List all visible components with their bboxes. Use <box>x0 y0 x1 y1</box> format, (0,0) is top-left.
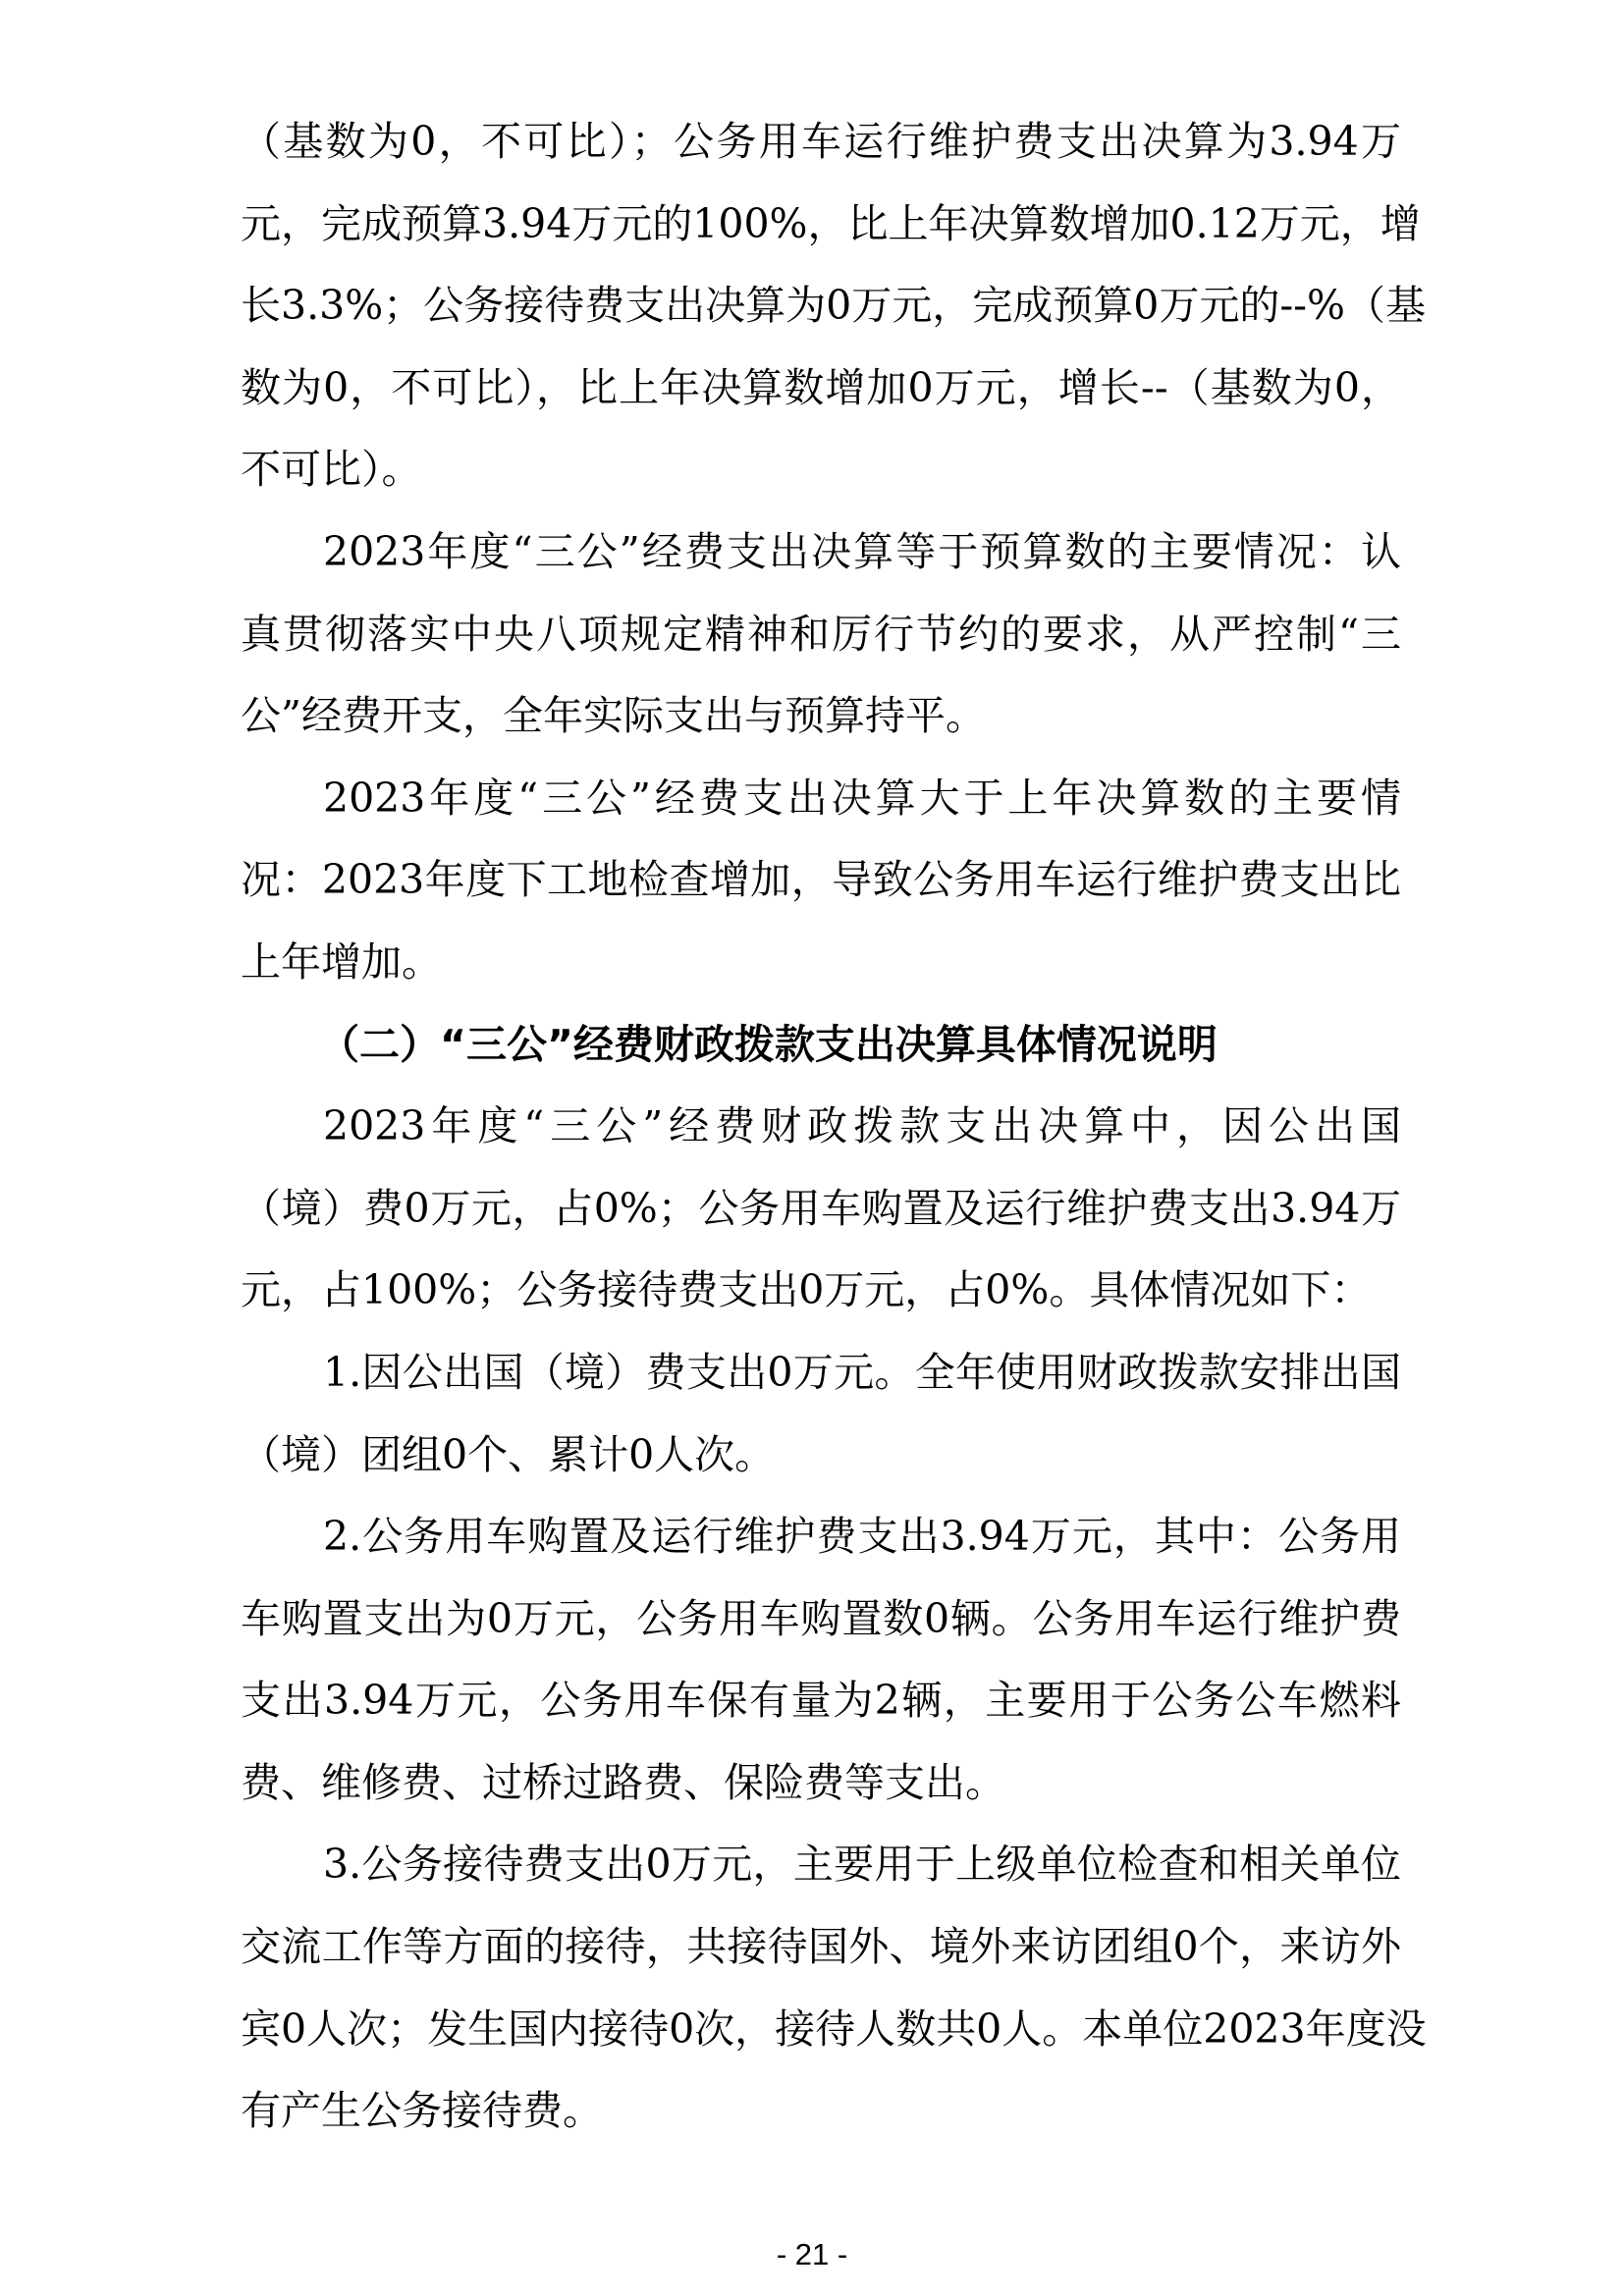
list-item-line: （境）团组0个、累计0人次。 <box>241 1430 776 1478</box>
paragraph-line: 长3.3%；公务接待费支出决算为0万元，完成预算0万元的--%（基 <box>241 282 1426 330</box>
paragraph-line: 2023年度“三公”经费支出决算等于预算数的主要情况：认 <box>323 527 1401 575</box>
paragraph-line: 上年增加。 <box>241 937 442 986</box>
paragraph-line: 况：2023年度下工地检查增加，导致公务用车运行维护费支出比 <box>241 856 1401 904</box>
paragraph-line: （境）费0万元，占0%；公务用车购置及运行维护费支出3.94万 <box>241 1184 1401 1232</box>
paragraph-line: 元，占100%；公务接待费支出0万元，占0%。具体情况如下： <box>241 1266 1372 1314</box>
page-number: - 21 - <box>776 2237 848 2271</box>
paragraph-line: 2023年度“三公”经费财政拨款支出决算中，因公出国 <box>323 1102 1401 1150</box>
section-heading: （二）“三公”经费财政拨款支出决算具体情况说明 <box>319 1020 1218 1068</box>
paragraph-line: 数为0，不可比），比上年决算数增加0万元，增长--（基数为0， <box>241 363 1401 411</box>
paragraph-line: 真贯彻落实中央八项规定精神和厉行节约的要求，从严控制“三 <box>241 610 1401 658</box>
list-item-line: 车购置支出为0万元，公务用车购置数0辆。公务用车运行维护费 <box>241 1594 1401 1642</box>
document-body <box>241 101 1427 2153</box>
list-item-line: 费、维修费、过桥过路费、保险费等支出。 <box>241 1758 1005 1806</box>
list-item-line: 2.公务用车购置及运行维护费支出3.94万元，其中：公务用 <box>323 1513 1401 1561</box>
list-item-line: 有产生公务接待费。 <box>241 2087 603 2135</box>
paragraph-line: 不可比）。 <box>241 446 422 494</box>
list-item-line: 1.因公出国（境）费支出0万元。全年使用财政拨款安排出国 <box>323 1348 1401 1396</box>
paragraph-line: （基数为0，不可比）；公务用车运行维护费支出决算为3.94万 <box>241 118 1401 165</box>
list-item-line: 宾0人次；发生国内接待0次，接待人数共0人。本单位2023年度没 <box>241 2004 1427 2053</box>
paragraph-line: 元，完成预算3.94万元的100%，比上年决算数增加0.12万元，增 <box>241 199 1421 247</box>
paragraph-line: 公”经费开支，全年实际支出与预算持平。 <box>241 692 986 740</box>
list-item-line: 3.公务接待费支出0万元，主要用于上级单位检查和相关单位 <box>323 1841 1401 1889</box>
list-item-line: 交流工作等方面的接待，共接待国外、境外来访团组0个，来访外 <box>241 1923 1401 1971</box>
list-item-line: 支出3.94万元，公务用车保有量为2辆，主要用于公务公车燃料 <box>241 1677 1401 1725</box>
paragraph-line: 2023年度“三公”经费支出决算大于上年决算数的主要情 <box>323 774 1401 822</box>
